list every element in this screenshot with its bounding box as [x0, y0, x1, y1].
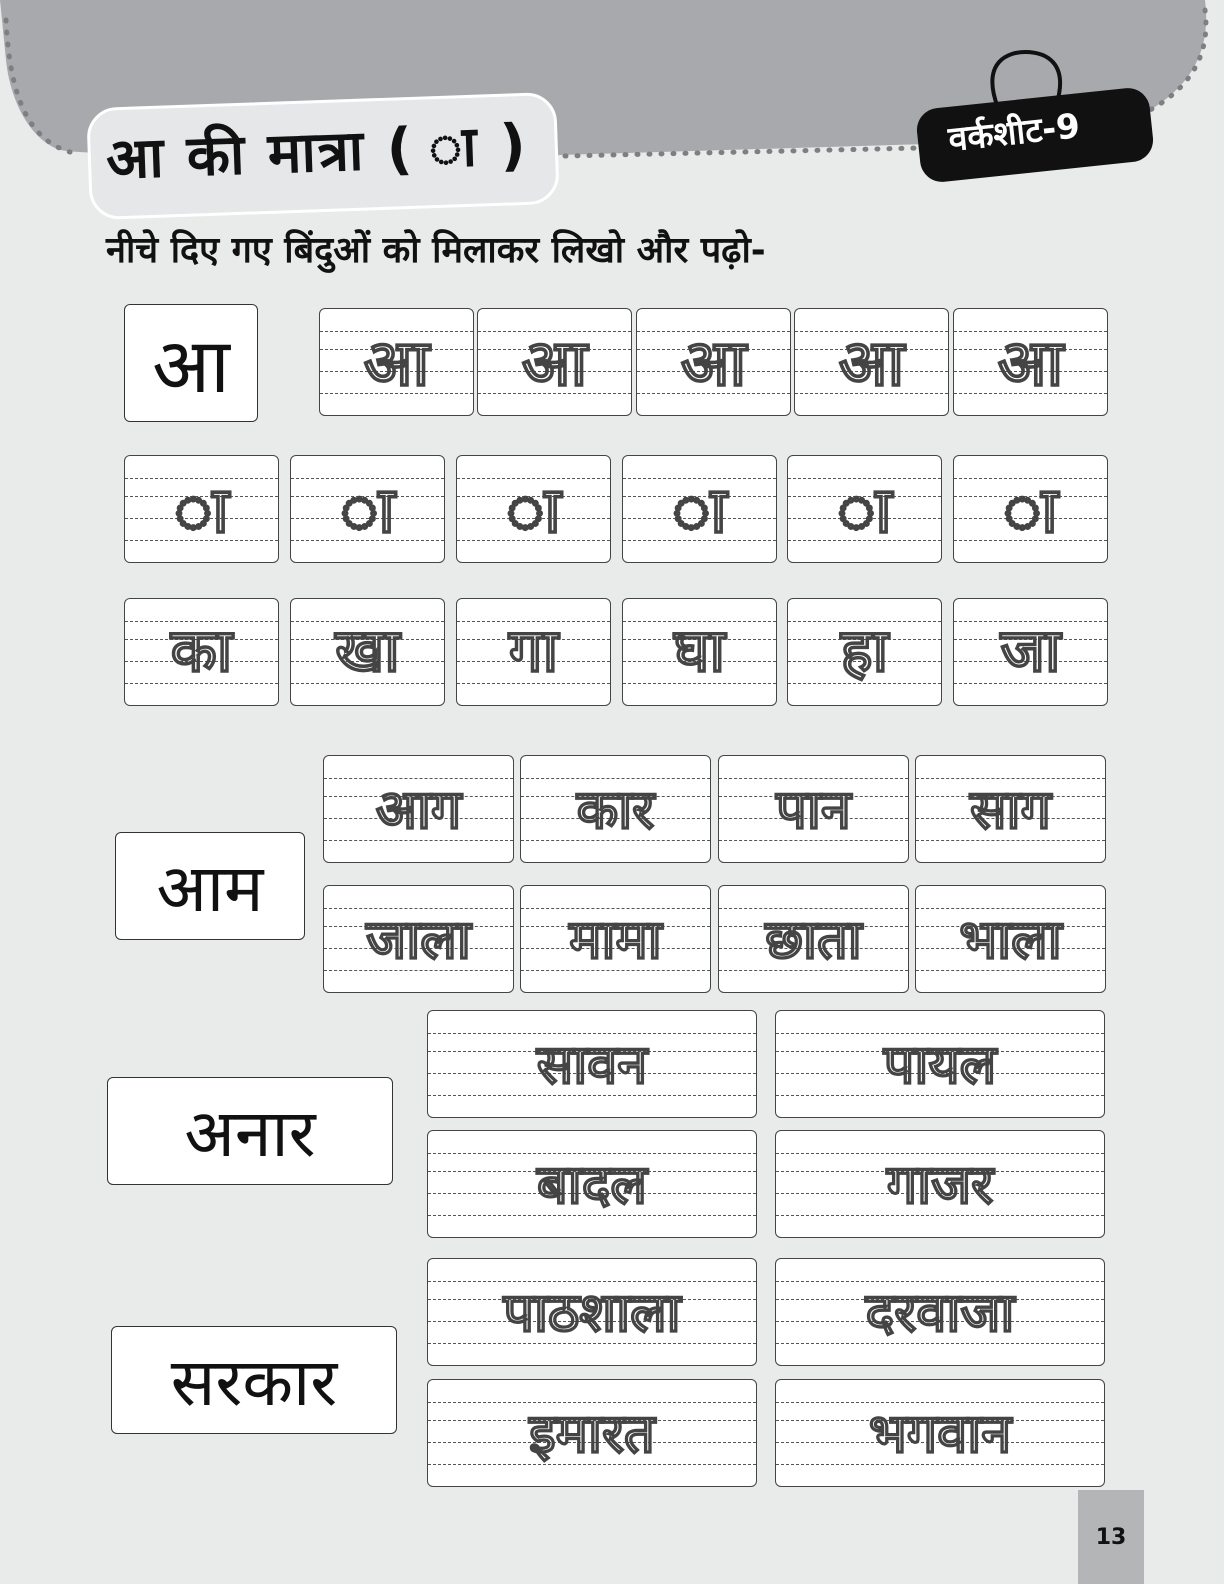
- tracing-cell[interactable]: [520, 885, 711, 993]
- trace-text: गा: [508, 616, 559, 686]
- trace-text: ा: [837, 474, 892, 548]
- tracing-cell[interactable]: [775, 1379, 1105, 1487]
- trace-text: छाता: [765, 908, 862, 971]
- trace-text: कार: [576, 778, 655, 841]
- trace-text: दरवाजा: [865, 1281, 1015, 1344]
- trace-text: पाठशाला: [503, 1281, 681, 1344]
- tracing-cell[interactable]: [718, 755, 909, 863]
- tracing-cell[interactable]: [124, 455, 279, 563]
- trace-text: का: [170, 616, 233, 686]
- trace-text: ा: [672, 474, 727, 548]
- tracing-cell[interactable]: [290, 455, 445, 563]
- tracing-cell[interactable]: [427, 1130, 757, 1238]
- trace-text: गाजर: [886, 1153, 994, 1216]
- trace-text: आ: [997, 327, 1064, 401]
- tracing-cell[interactable]: [775, 1258, 1105, 1366]
- trace-text: आग: [375, 778, 462, 841]
- tracing-cell[interactable]: [622, 455, 777, 563]
- tracing-cell[interactable]: [953, 598, 1108, 706]
- trace-text: सावन: [536, 1033, 648, 1096]
- trace-text: घा: [674, 616, 725, 686]
- trace-text: जा: [1000, 616, 1061, 686]
- tracing-cell[interactable]: [477, 308, 632, 416]
- trace-text: खा: [335, 616, 400, 686]
- trace-text: ा: [174, 474, 229, 548]
- page-title: आ की मात्रा ( ा ): [105, 112, 529, 193]
- model-word-aam: आम: [115, 832, 305, 940]
- tracing-cell[interactable]: [775, 1010, 1105, 1118]
- trace-text: ा: [1003, 474, 1058, 548]
- trace-text: पान: [776, 778, 851, 841]
- model-word-anar: अनार: [107, 1077, 393, 1185]
- tracing-cell[interactable]: [953, 308, 1108, 416]
- tracing-cell[interactable]: [290, 598, 445, 706]
- trace-text: भगवान: [868, 1402, 1012, 1465]
- model-letter-aa: आ: [124, 304, 258, 422]
- trace-text: मामा: [569, 908, 662, 971]
- model-word-sarkar: सरकार: [111, 1326, 397, 1434]
- tracing-cell[interactable]: [124, 598, 279, 706]
- trace-text: इमारत: [529, 1402, 655, 1465]
- tracing-cell[interactable]: [787, 455, 942, 563]
- tracing-cell[interactable]: [427, 1258, 757, 1366]
- tracing-cell[interactable]: [520, 755, 711, 863]
- tracing-cell[interactable]: [775, 1130, 1105, 1238]
- tracing-cell[interactable]: [794, 308, 949, 416]
- tracing-cell[interactable]: [718, 885, 909, 993]
- tracing-cell[interactable]: [323, 885, 514, 993]
- tracing-cell[interactable]: [953, 455, 1108, 563]
- trace-text: पायल: [883, 1033, 997, 1096]
- trace-text: हा: [840, 616, 889, 686]
- tracing-cell[interactable]: [427, 1010, 757, 1118]
- tracing-cell[interactable]: [456, 455, 611, 563]
- instruction-text: नीचे दिए गए बिंदुओं को मिलाकर लिखो और पढ़ो-: [106, 230, 766, 271]
- trace-text: भाला: [959, 908, 1062, 971]
- trace-text: ा: [506, 474, 561, 548]
- page-number: 13: [1078, 1490, 1144, 1584]
- trace-text: आ: [363, 327, 430, 401]
- worksheet-label: वर्कशीट-9: [946, 106, 1082, 160]
- trace-text: बादल: [536, 1153, 648, 1216]
- trace-text: आ: [680, 327, 747, 401]
- trace-text: जाला: [366, 908, 471, 971]
- tracing-cell[interactable]: [915, 885, 1106, 993]
- trace-text: आ: [521, 327, 588, 401]
- tracing-cell[interactable]: [636, 308, 791, 416]
- trace-text: ा: [340, 474, 395, 548]
- tracing-cell[interactable]: [622, 598, 777, 706]
- tracing-cell[interactable]: [915, 755, 1106, 863]
- trace-text: आ: [838, 327, 905, 401]
- tracing-cell[interactable]: [319, 308, 474, 416]
- tracing-cell[interactable]: [323, 755, 514, 863]
- tracing-cell[interactable]: [787, 598, 942, 706]
- tracing-cell[interactable]: [427, 1379, 757, 1487]
- trace-text: साग: [970, 778, 1051, 841]
- tracing-cell[interactable]: [456, 598, 611, 706]
